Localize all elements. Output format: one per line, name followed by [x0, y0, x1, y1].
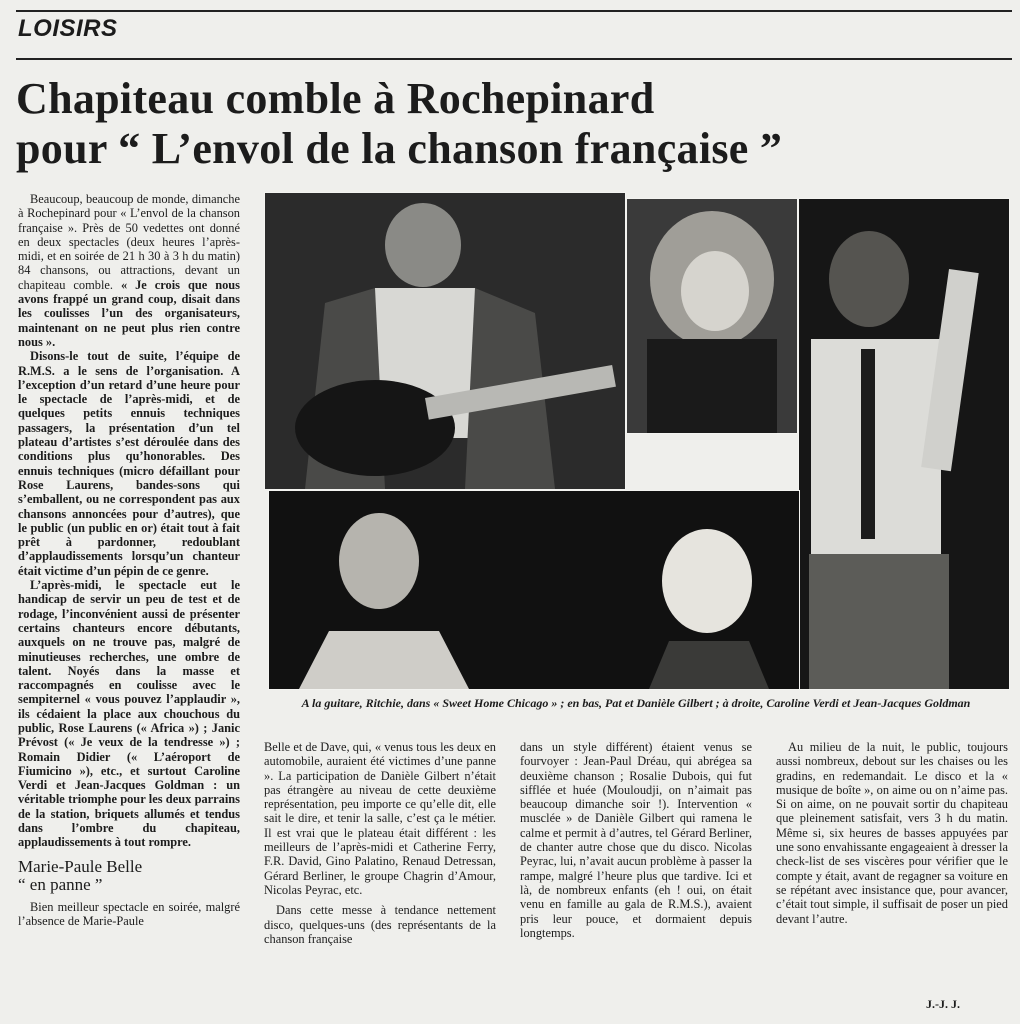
subheading-line-1: Marie-Paule Belle — [18, 856, 143, 876]
paragraph-text: Beaucoup, beaucoup de monde, dimanche à Rochepinard pour « L’envol de la chanson française ». Près de 50 vedettes ont donné en deux spectacles (deux heures l’après-midi, et en soirée de 21 h 30 à 3 h du matin) 84 chansons, ou attractions, devant un chapiteau comble. — [18, 192, 240, 292]
article-column-1 — [18, 192, 240, 928]
article-column-3 — [520, 740, 752, 940]
paragraph: Dans cette messe à tendance nettement disco, quelques-uns (des représentants de la chanson française — [264, 903, 496, 946]
section-rule — [16, 58, 1012, 60]
quote-bold: « Je crois que nous avons frappé un grand coup, disait dans les coulisses l’un des organisateurs, maintenant on ne peut plus rien contre nous ». — [18, 277, 240, 349]
headline-line-1: Chapiteau comble à Rochepinard — [16, 74, 655, 123]
paragraph: Au milieu de la nuit, le public, toujours aussi nombreux, debout sur les chaises ou les gradins, en redemandait. Le disco et la « musique de boîte », on aime ou on n’aime pas. Si on aime, on ne pouvait sortir du chapiteau que pleinement satisfait, vers 3 h du matin. Même si, six heures de basses appuyées par une sono envahissante engageaient à dresser la check-list de ses viscères pour vérifier que le compte y était, avant de regagner sa voiture en se répétant avec insistance que, pour avancer, c’était tout simple, il suffisait de poser un pied devant l’autre. — [776, 740, 1008, 926]
photo-ritchie-guitar — [264, 192, 626, 490]
subheading-line-2: “ en panne ” — [18, 874, 103, 894]
section-label: LOISIRS — [18, 15, 118, 42]
article-column-4 — [776, 740, 1008, 926]
subheading — [18, 858, 240, 894]
photo-goldman — [798, 198, 1010, 690]
paragraph: dans un style différent) étaient venus se fourvoyer : Jean-Paul Dréau, qui abrégea sa deuxième chanson ; Rosalie Dubois, qui fut sifflée et huée (Mouloudji, on n’aimait pas beaucoup dimanche soir !). Intervention « musclée » de Danièle Gilbert qui ramena le calme et permit à d’autres, tel Gérard Berliner, de chanter autre chose que du disco. Nicolas Peyrac, lui, n’avait aucun problème à passer la rampe, malgré l’heure plus que tardive. Ici et là, de nombreux enfants (eh ! oui, on était venu en famille au gala de R.M.S.), avaient pris leur pouce, et dormaient depuis longtemps. — [520, 740, 752, 940]
headline — [16, 74, 1012, 174]
photo-caroline-verdi-portrait — [626, 198, 798, 434]
photo-caption: A la guitare, Ritchie, dans « Sweet Home Chicago » ; en bas, Pat et Danièle Gilbert ; à droite, Caroline Verdi et Jean-Jacques Goldman — [301, 696, 971, 710]
author-signature: J.-J. J. — [926, 997, 960, 1011]
paragraph — [18, 192, 240, 349]
paragraph: Belle et de Dave, qui, « venus tous les deux en automobile, auraient été victimes d’une panne ». La participation de Danièle Gilbert n’était pas étrangère au niveau de cette deuxième représentation, peu importe ce qu’elle dit, elle sait le dire, et tenir la salle, c’est ça le métier. Il est vrai que le plateau était différent : les meilleurs de l’après-midi et Catherine Ferry, F.R. David, Gino Palatino, Renaud Detressan, Gérard Berliner, le groupe Chagrin d’Amour, Nicolas Peyrac, etc. — [264, 740, 496, 897]
paragraph: L’après-midi, le spectacle eut le handicap de servir un peu de test et de rodage, l’inconvénient aussi de présenter certains chanteurs encore débutants, auxquels on ne trouve pas, malgré de minutieuses recherches, une ombre de talent. Noyés dans la masse et raccompagnés en coulisse avec le sempiternel « vous pouvez l’applaudir », ils cédaient la place aux chouchous du public, Rose Laurens (« Africa ») ; Janic Prévost (« Je veux de la tendresse ») ; Romain Didier (« L’aéroport de Fiumicino »), etc., et surtout Caroline Verdi et Jean-Jacques Goldman : un véritable triomphe pour les deux parrains de la station, briquets allumés et tendus dans l’ombre du chapiteau, applaudissements à tout rompre. — [18, 578, 240, 850]
article-column-2 — [264, 740, 496, 946]
headline-line-2: pour “ L’envol de la chanson française ” — [16, 124, 783, 173]
top-rule — [16, 10, 1012, 12]
paragraph: Disons-le tout de suite, l’équipe de R.M.S. a le sens de l’organisation. A l’exception d’un retard d’une heure pour le spectacle de l’après-midi, et de quelques petits ennuis techniques passagers, la présentation d’un tel plateau d’artistes s’est déroulée dans des conditions plus qu’honorables. Des ennuis techniques (micro défaillant pour Rose Laurens, bandes-sons qui s’emballent, ou ne correspondent pas aux chansons annoncées pour d’autres), que le public (un public en or) était tout à fait prêt à pardonner, redoublant d’applaudissements lorsqu’un chanteur était victime d’un pépin de ce genre. — [18, 349, 240, 578]
photo-pat-daniele-gilbert — [268, 490, 800, 690]
paragraph: Bien meilleur spectacle en soirée, malgré l’absence de Marie-Paule — [18, 899, 240, 928]
